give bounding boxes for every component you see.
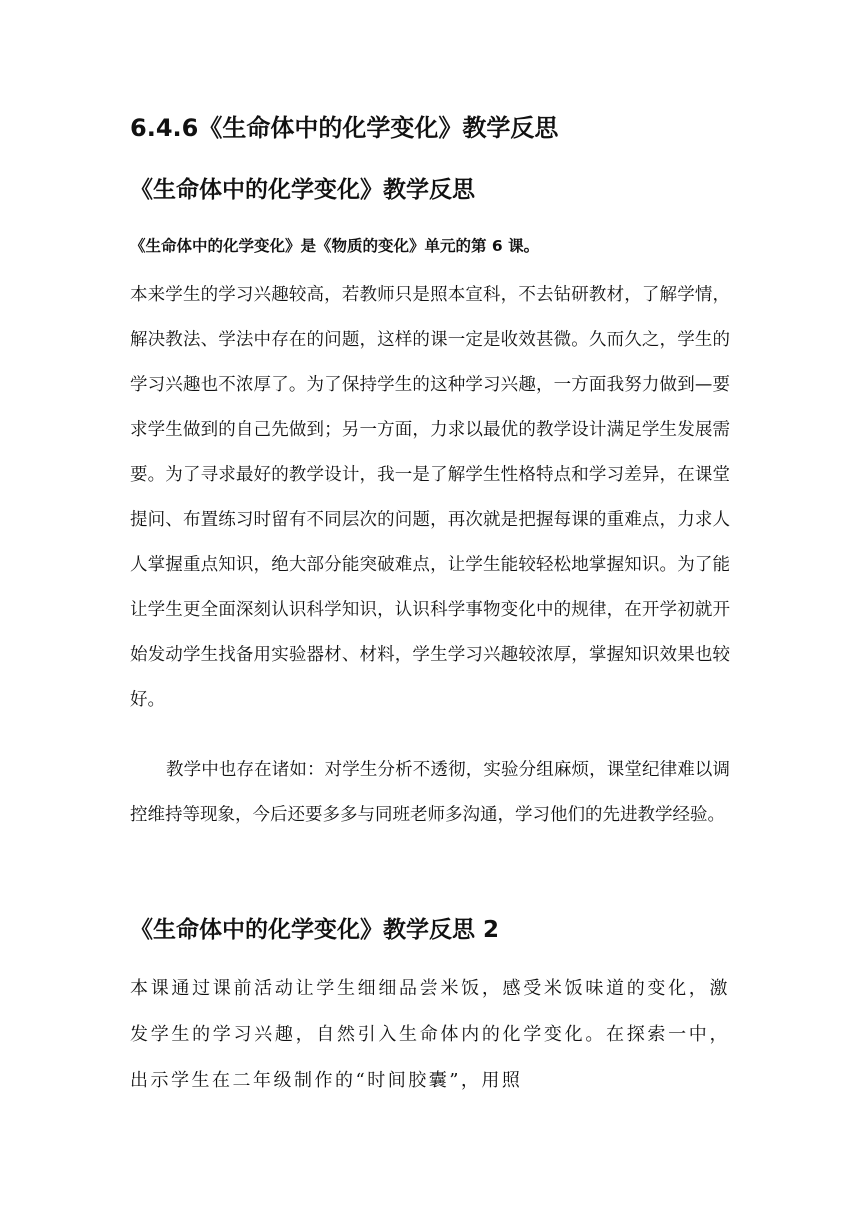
section-heading-reflection: 《生命体中的化学变化》教学反思: [130, 177, 475, 203]
section-heading-reflection-2: 《生命体中的化学变化》教学反思 2: [130, 917, 500, 943]
reflection-2-paragraph: 本课通过课前活动让学生细细品尝米饭，感受米饭味道的变化，激发学生的学习兴趣，自然引入生命体内的化学变化。在探索一中，出示学生在二年级制作的“时间胶囊”，用照: [130, 978, 730, 1091]
reflection-paragraph-shortcomings: 教学中也存在诸如：对学生分析不透彻，实验分组麻烦，课堂纪律难以调控维持等现象，今后还要多多与同班老师多沟通，学习他们的先进教学经验。: [130, 760, 730, 825]
reflection-paragraph-main: 本来学生的学习兴趣较高，若教师只是照本宣科，不去钻研教材，了解学情，解决教法、学法中存在的问题，这样的课一定是收效甚微。久而久之，学生的学习兴趣也不浓厚了。为了保持学生的这种学习兴趣，一方面我努力做到—要求学生做到的自己先做到；另一方面，力求以最优的教学设计满足学生发展需要。为了寻求最好的教学设计，我一是了解学生性格特点和学习差异，在课堂提问、布置练习时留有不同层次的问题，再次就是把握每课的重难点，力求人人掌握重点知识，绝大部分能突破难点，让学生能较轻松地掌握知识。为了能让学生更全面深刻认识科学知识，认识科学事物变化中的规律，在开学初就开始发动学生找备用实验器材、材料，学生学习兴趣较浓厚，掌握知识效果也较好。: [130, 285, 730, 710]
lesson-intro-line: 《生命体中的化学变化》是《物质的变化》单元的第 6 课。: [130, 237, 540, 255]
document-title: 6.4.6《生命体中的化学变化》教学反思: [130, 114, 559, 142]
